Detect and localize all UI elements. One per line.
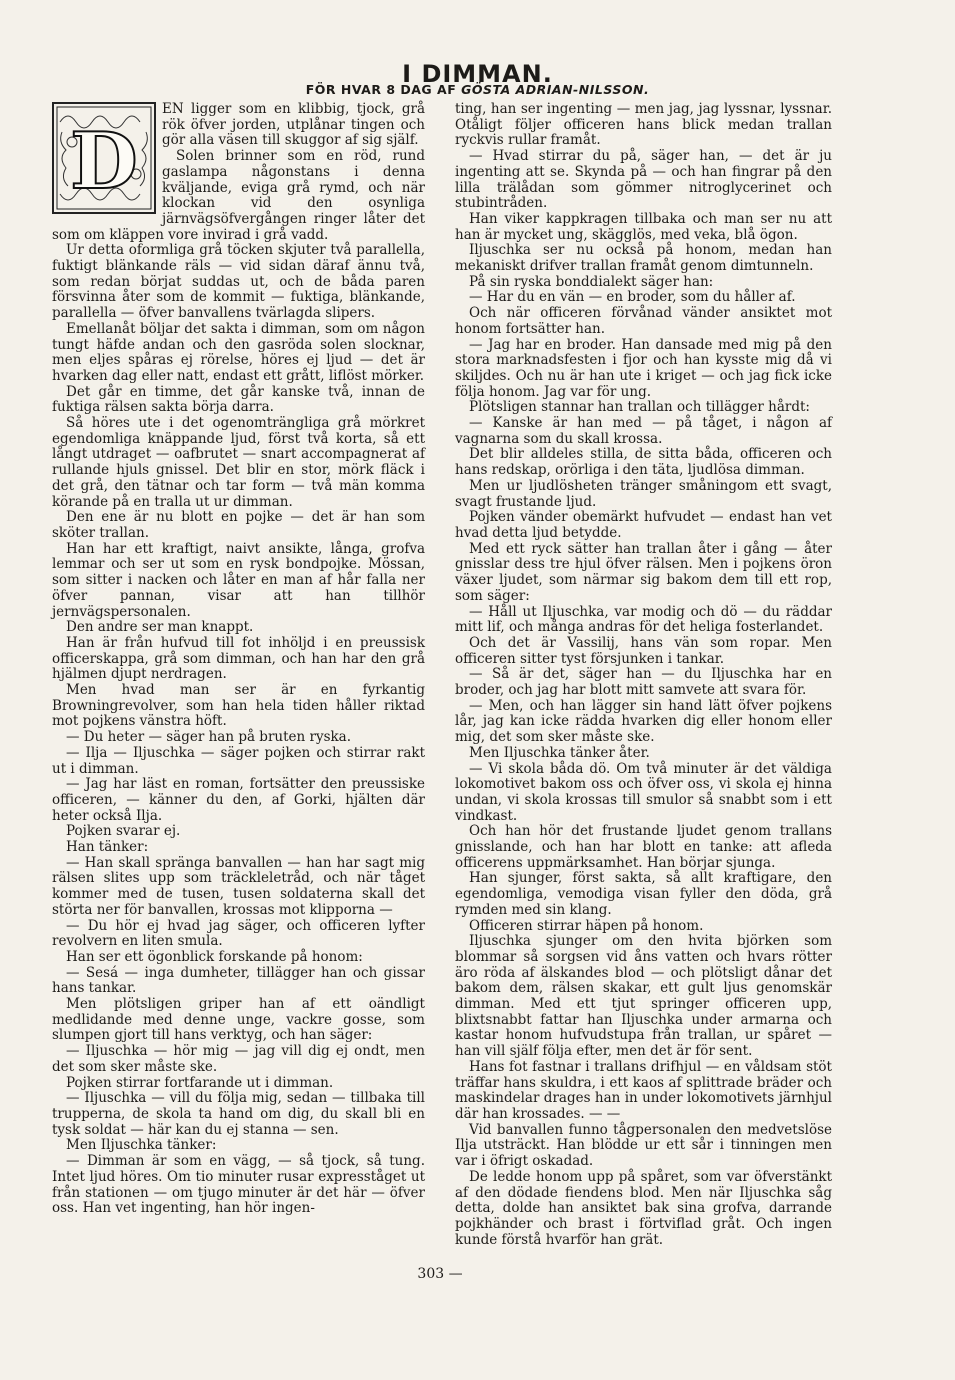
paragraph: Och när officeren förvånad vänder ansiktet mot honom fortsätter han. (455, 305, 832, 337)
paragraph: — Du heter — säger han på bruten ryska. (66, 729, 352, 746)
paragraph: Han ser ett ögonblick forskande på honom: (66, 948, 363, 965)
paragraph: — Du hör ej hvad jag säger, och officeren lyfter revolvern en liten smula. (52, 917, 425, 950)
paragraph: Han sjunger, först sakta, så allt kraftigare, den egendomliga, vemodiga visan fyller den döda, grå rymden med sin klang. (455, 870, 832, 918)
paragraph: Vid banvallen funno tågpersonalen den medvetslöse Ilja utsträckt. Han blödde ur ett sår i tinningen men var i öfrigt oskadad. (455, 1121, 832, 1170)
story-title: I DIMMAN. (402, 60, 553, 88)
paragraph: Pojken svarar ej. (66, 823, 181, 840)
paragraph: Pojken vänder obemärkt hufvudet — endast han vet hvad detta ljud betydde. (455, 509, 832, 541)
paragraph: Och han hör det frustande ljudet genom trallans gnisslande, och han har blott en tanke: att afleda officerens uppmärksamhet. Han börjar sjunga. (455, 823, 832, 871)
left-column (52, 102, 425, 1217)
author-name: GÖSTA ADRIAN-NILSSON. (461, 82, 650, 97)
paragraph: — Han skall spränga banvallen — han har sagt mig rälsen slites upp som träckleletråd, och när tåget kommer med de tusen, tusen soldaterna skall det störta ner för banvallen, krossas mot klipporna — (52, 854, 425, 918)
dropcap-letter: D (70, 116, 138, 207)
paragraph: — Jag har läst en roman, fortsätter den preussiske officeren, — känner du den, af Gorki, hjälten där heter också Ilja. (52, 776, 425, 824)
paragraph: Iljuschka ser nu också på honom, medan han mekaniskt drifver trallan framåt genom dimtunneln. (455, 242, 832, 275)
paragraph: Med ett ryck sätter han trallan åter i gång — åter gnisslar dess tre hjul öfver rälsen. Men i pojkens öron växer ljudet, som närmar sig bakom dem till ett rop, som säger: (455, 540, 832, 604)
paragraph: — Iljuschka — vill du följa mig, sedan — tillbaka till trupperna, de skola ta hand om dig, du skall bli en tysk soldat — här kan du ej stanna — sen. (52, 1090, 425, 1138)
paragraph: ting, han ser ingenting — men jag, jag lyssnar, lyssnar. Otåligt följer officeren hans blick medan trallan ryckvis rullar framåt. (455, 101, 832, 149)
ornamental-dropcap (52, 102, 156, 214)
paragraph: På sin ryska bonddialekt säger han: (469, 273, 714, 290)
paragraph: Han tänker: (66, 839, 149, 856)
paragraph: Han viker kappkragen tillbaka och man ser nu att han är mycket ung, skägglös, med veka, blå ögon. (455, 210, 832, 243)
paragraph: — Har du en vän — en broder, som du håller af. (469, 289, 796, 306)
byline (0, 82, 955, 97)
paragraph: — Hvad stirrar du på, säger han, — det är ju ingenting att se. Skynda på — och han fingrar på den lilla trälådan som gömmer nitroglycerinet och stubintråden. (455, 148, 832, 212)
paragraph: Men plötsligen griper han af ett oändligt medlidande med denne unge, vackre gosse, som slumpen gjort till hans verktyg, och han säger: (52, 996, 425, 1044)
paragraph: — Dimman är som en vägg, — så tjock, så tung. Intet ljud höres. Om tio minuter rusar expresståget ut från stationen — om tjugo minuter är det här — öfver oss. Han vet ingenting, han hör ingen- (52, 1153, 425, 1217)
paragraph: — Håll ut Iljuschka, var modig och dö — du räddar mitt lif, och många andras för det heliga fosterlandet. (455, 603, 832, 636)
dropcap-ornament-icon (52, 102, 156, 214)
paragraph: EN ligger som en klibbig, tjock, grå rök öfver jorden, utplånar tingen och gör alla väsen till skuggor af sig själf. (162, 101, 425, 149)
paragraph: Plötsligen stannar han trallan och tillägger hårdt: (469, 399, 810, 416)
paragraph: — Ilja — Iljuschka — säger pojken och stirrar rakt ut i dimman. (52, 744, 425, 777)
paragraph: Hans fot fastnar i trallans drifhjul — en våldsam stöt träffar hans skuldra, i ett kaos af splittrade bräder och maskindelar drages han in under lokomotivets järnhjul där han krossades. — — (455, 1058, 832, 1122)
byline-prefix: FÖR HVAR 8 DAG AF (305, 82, 457, 97)
paragraph: — Så är det, säger han — du Iljuschka har en broder, och jag har blott mitt samvete att svara för. (455, 666, 832, 699)
paragraph: Den andre ser man knappt. (66, 619, 254, 636)
paragraph: Men Iljuschka tänker åter. (469, 744, 650, 761)
paragraph: Han är från hufvud till fot inhöljd i en preussisk officerskappa, grå som dimman, och han har den grå hjälmen djupt nerdragen. (52, 634, 425, 683)
paragraph: Iljuschka sjunger om den hvita björken som blommar så sorgsen vid åns vatten och hvars rötter äro röda af älskandes blod — och plötsligt dånar det bakom dem, rälsen skakar, ett gult ljus genomskär dimman. Med ett tjut springer officeren upp, blixtsnabbt fattar han Iljuschka under armarna och kastar honom hufvudstupa från trallan, ur spåret — han vill själf följa efter, men det är för sent. (455, 933, 832, 1060)
paragraph: Det går en timme, det går kanske två, innan de fuktiga rälsen sakta börja darra. (52, 383, 425, 416)
paragraph: Det blir alldeles stilla, de sitta båda, officeren och hans redskap, orörliga i den täta, ljudlösa dimman. (455, 446, 832, 479)
paragraph: Så höres ute i det ogenomträngliga grå mörkret egendomliga knäppande ljud, först två korta, så ett långt utdraget — oafbrutet — snart accompagnerat af rullande hjuls gnissel. Det blir en stor, mörk fläck i det grå, den tätnar och tar form — två män komma körande på en tralla ut ur dimman. (52, 415, 425, 510)
paragraph: — Vi skola båda dö. Om två minuter är det väldiga lokomotivet bakom oss och öfver oss, vi skola ej hinna undan, vi skola krossas till smulor så snabbt som i ett vindkast. (455, 760, 832, 824)
left-column-text (52, 102, 425, 1217)
paragraph: Men Iljuschka tänker: (66, 1137, 217, 1154)
paragraph: Emellanåt böljar det sakta i dimman, som om någon tungt häfde andan och den gasröda solen slocknar, men eljes spåras ej rörelse, höres ej ljud — det är hvarken dag eller natt, endast ett grått, liflöst mörker. (52, 320, 425, 384)
paragraph: — Men, och han lägger sin hand lätt öfver pojkens lår, jag kan icke rädda hvarken dig eller honom eller mig, det som sker måste ske. (455, 697, 832, 746)
paragraph: Han har ett kraftigt, naivt ansikte, långa, grofva lemmar och ser ut som en rysk bondpojke. Mössan, som sitter i nacken och låter en man af hår falla ner öfver pannan, visar att han tillhör jernvägspersonalen. (52, 540, 425, 620)
paragraph: — Sesá — inga dumheter, tillägger han och gissar hans tankar. (52, 964, 425, 997)
paragraph: Den ene är nu blott en pojke — det är han som sköter trallan. (52, 509, 425, 541)
paragraph: — Jag har en broder. Han dansade med mig på den stora marknadsfesten i fjor och han kysste mig då vi skiljdes. Och nu är han ute i kriget — och jag fick icke följa honom. Jag var för ung. (455, 336, 832, 400)
paragraph: — Iljuschka — hör mig — jag vill dig ej ondt, men det som sker måste ske. (52, 1043, 425, 1075)
paragraph: Officeren stirrar häpen på honom. (469, 917, 704, 934)
paragraph: Pojken stirrar fortfarande ut i dimman. (66, 1074, 334, 1091)
right-column-text (455, 102, 832, 1248)
right-column (455, 102, 832, 1248)
paragraph: De ledde honom upp på spåret, som var öfverstänkt af den dödade fiendens blod. Men när Iljuschka såg detta, dolde han ansiktet bak sina grofva, darrande pojkhänder och brast i förtviflad gråt. Och ingen kunde förstå hvarför han grät. (455, 1168, 832, 1248)
paragraph: Och det är Vassilij, hans vän som ropar. Men officeren sitter tyst försjunken i tankar. (455, 634, 832, 667)
paragraph: Men ur ljudlösheten tränger småningom ett svagt, svagt frustande ljud. (455, 477, 832, 510)
paragraph: Men hvad man ser är en fyrkantig Browningrevolver, som han hela tiden håller riktad mot pojkens vänstra höft. (52, 682, 425, 730)
paragraph: — Kanske är han med — på tåget, i någon af vagnarna som du skall krossa. (455, 415, 832, 447)
page-number: 303 — (417, 1266, 463, 1282)
paragraph: Solen brinner som en röd, rund gaslampa någonstans i denna kvälјande, eviga grå rymd, och när klockan vid den osynliga järnvägsöfvergången ringer låter det som om kläppen vore invirad i grå vadd. (52, 148, 425, 243)
paragraph: Ur detta oformliga grå töcken skjuter två parallella, fuktigt blänkande räls — vid sidan däraf ännu två, som redan börjat suddas ut, och de båda paren försvinna åter som de kommit — fuktiga, blänkande, parallella — öfver banvallens tvärlagda slipers. (52, 242, 425, 322)
